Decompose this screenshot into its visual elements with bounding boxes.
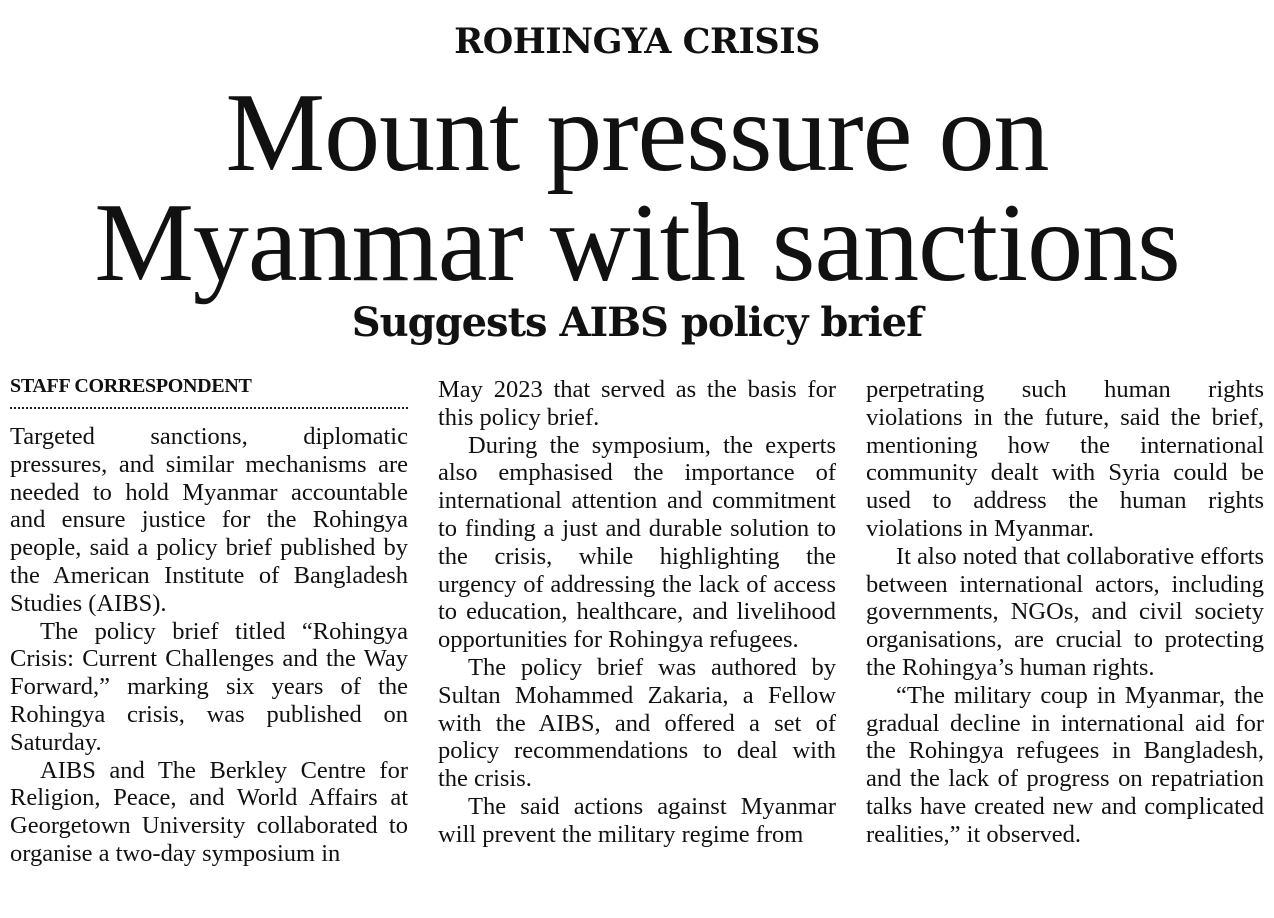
headline	[0, 71, 1274, 305]
paragraph: The policy brief was authored by Sultan Mohammed Zakaria, a Fellow with the AIBS, and offered a set of policy recommendations to deal with the crisis.	[438, 653, 836, 793]
paragraph: May 2023 that served as the basis for this policy brief.	[438, 376, 836, 431]
paragraph: perpetrating such human rights violations in the future, said the brief, mentioning how the international community dealt with Syria could be used to address the human rights violations in Myanmar.	[866, 376, 1264, 542]
paragraph: Targeted sanctions, diplomatic pressures, and similar mechanisms are needed to hold Myanmar accountable and ensure justice for the Rohingya people, said a policy brief published by the American Institute of Bangladesh Studies (AIBS).	[10, 423, 408, 617]
article-column-1	[10, 375, 408, 868]
headline-line-2: Myanmar with sanctions	[94, 181, 1180, 305]
paragraph: AIBS and The Berkley Centre for Religion, Peace, and World Affairs at Georgetown University collaborated to organise a two-day symposium in	[10, 756, 408, 867]
article-column-3	[866, 376, 1264, 849]
byline: STAFF CORRESPONDENT	[10, 375, 408, 409]
article-column-2	[438, 376, 836, 849]
paragraph: During the symposium, the experts also emphasised the importance of international attention and commitment to finding a just and durable solution to the crisis, while highlighting the urgency of addressing the lack of access to education, healthcare, and livelihood opportunities for Rohingya refugees.	[438, 431, 836, 654]
paragraph: The said actions against Myanmar will prevent the military regime from	[438, 792, 836, 848]
headline-line-1: Mount pressure on	[225, 71, 1049, 195]
paragraph: It also noted that collaborative efforts between international actors, including governments, NGOs, and civil society organisations, are crucial to protecting the Rohingya’s human rights.	[866, 542, 1264, 681]
paragraph: The policy brief titled “Rohingya Crisis: Current Challenges and the Way Forward,” marking six years of the Rohingya crisis, was published on Saturday.	[10, 617, 408, 756]
paragraph: “The military coup in Myanmar, the gradual decline in international aid for the Rohingya refugees in Bangladesh, and the lack of progress on repatriation talks have created new and complicated realities,” it observed.	[866, 681, 1264, 848]
subheadline: Suggests AIBS policy brief	[351, 299, 923, 346]
section-kicker: ROHINGYA CRISIS	[454, 21, 820, 62]
